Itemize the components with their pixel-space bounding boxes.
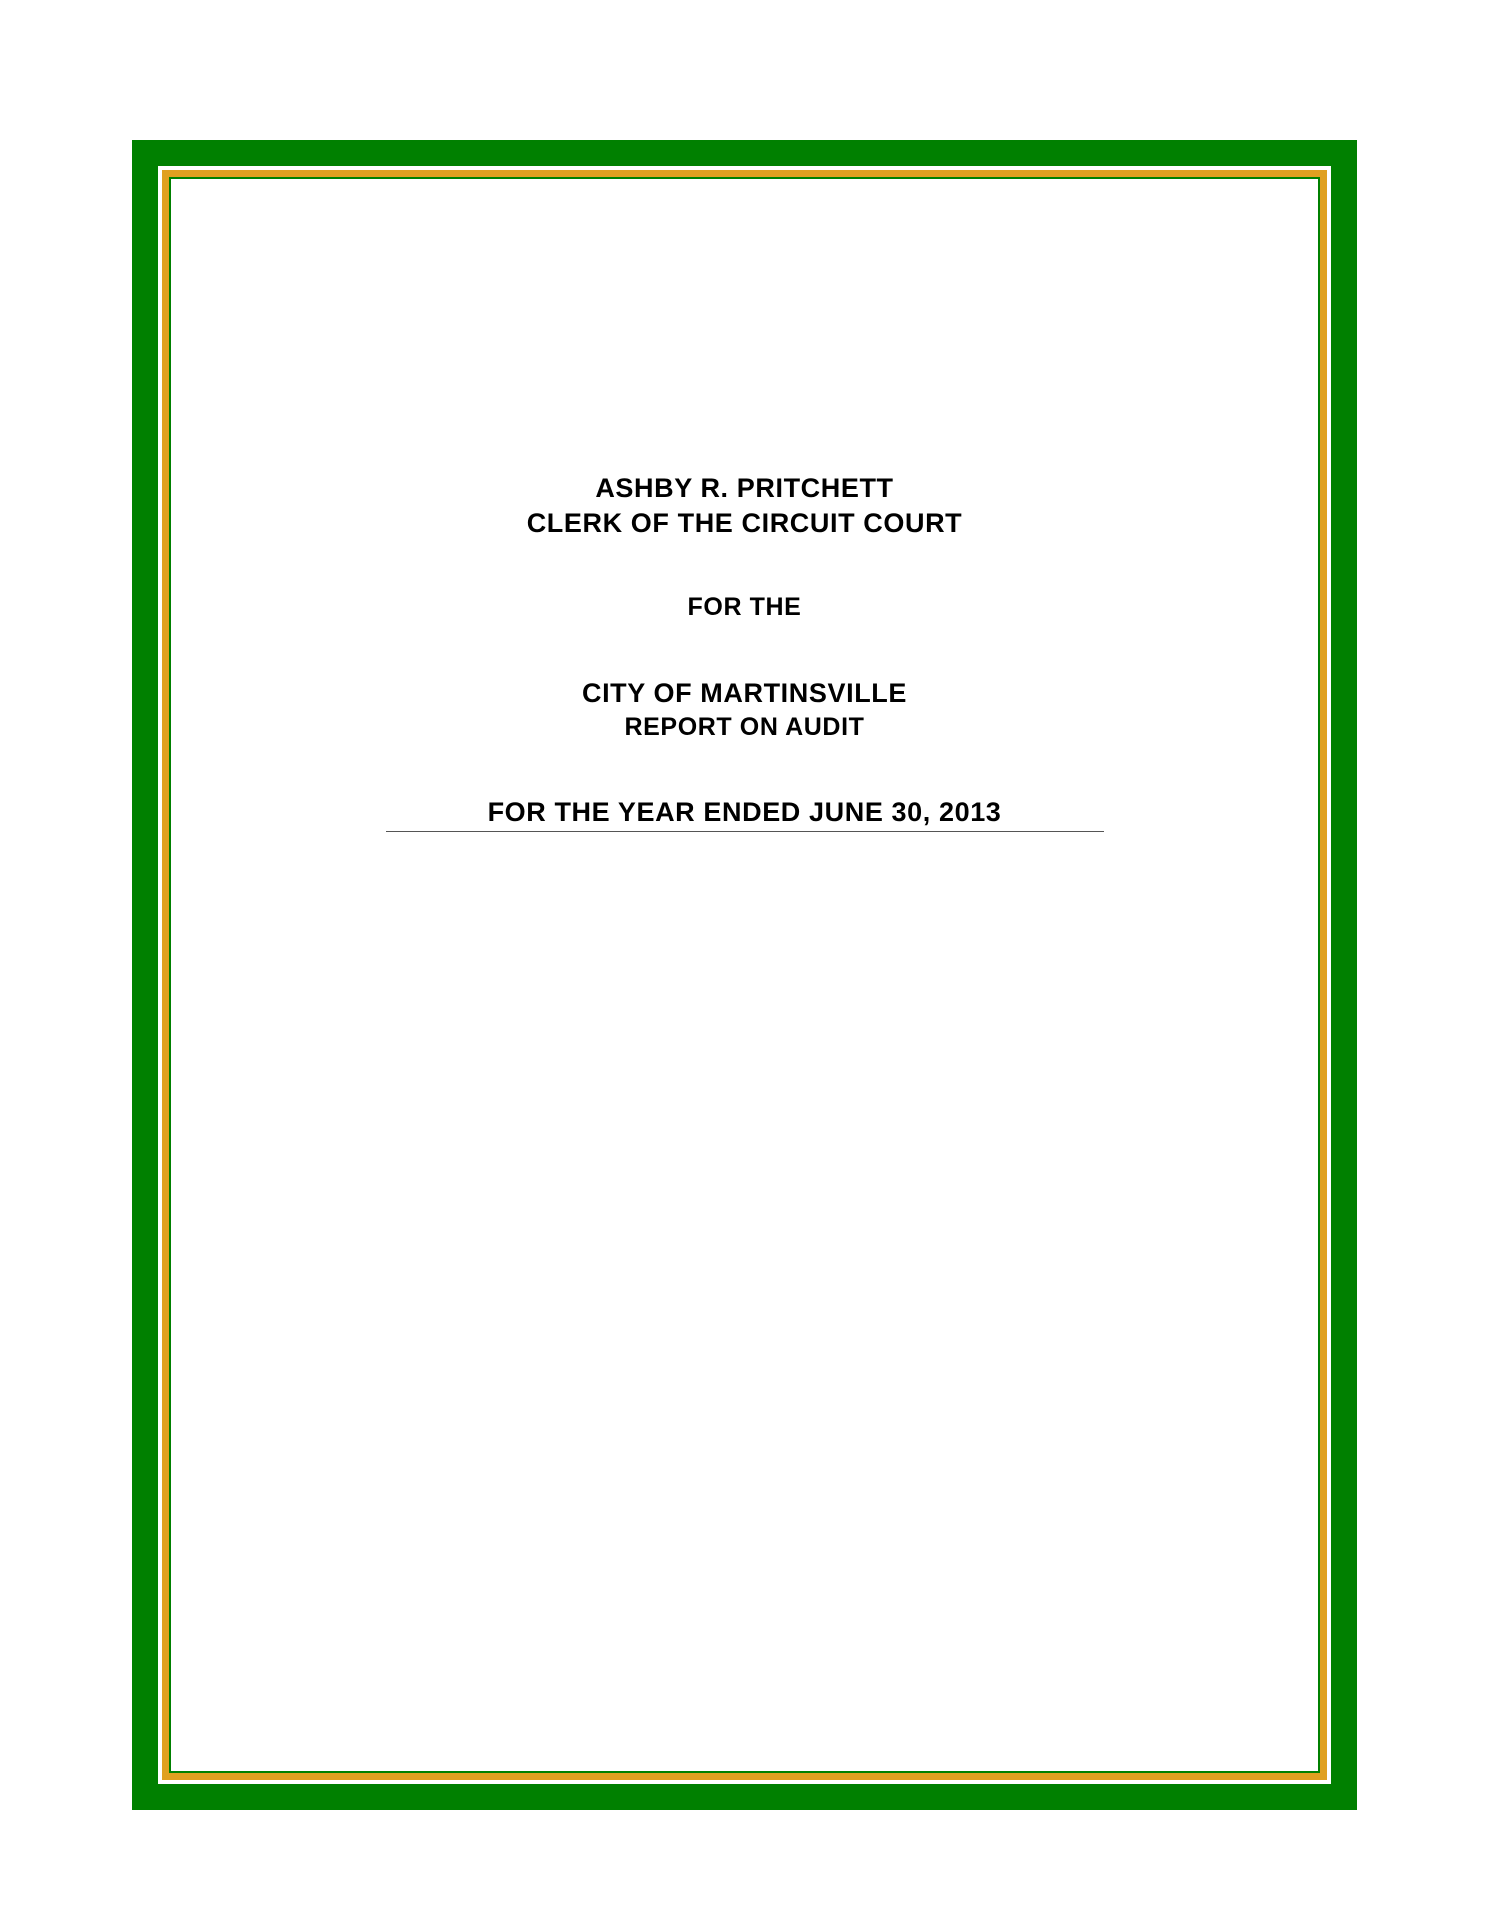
officer-title: CLERK OF THE CIRCUIT COURT — [526, 508, 963, 539]
cover-border-outer-green — [132, 140, 1357, 1810]
for-the-label: FOR THE — [687, 593, 802, 622]
report-type: REPORT ON AUDIT — [624, 712, 865, 741]
officer-name: ASHBY R. PRITCHETT — [595, 473, 894, 503]
cover-title-block — [173, 471, 1316, 830]
cover-border-thin-green-outer — [156, 164, 1333, 1786]
cover-border-gold-band — [162, 170, 1327, 1780]
cover-content — [173, 181, 1316, 1769]
entity-name: CITY OF MARTINSVILLE — [581, 677, 907, 708]
cover-border-white-gap — [156, 164, 1333, 1786]
cover-border-thin-green-inner — [169, 177, 1320, 1773]
report-period: FOR THE YEAR ENDED JUNE 30, 2013 — [487, 797, 1002, 828]
cover-inner-area — [173, 181, 1316, 1769]
horizontal-divider — [386, 831, 1104, 832]
